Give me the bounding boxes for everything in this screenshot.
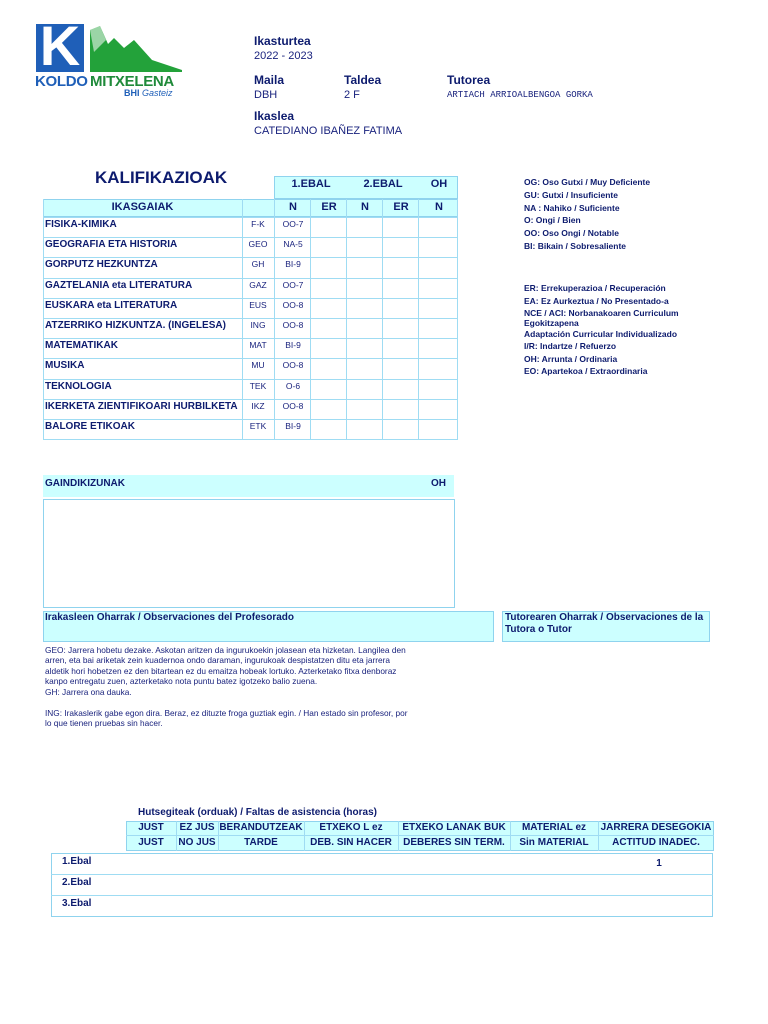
tutor-notes-title: Tutorearen Oharrak / Observaciones de la Tutora o Tutor: [505, 612, 704, 635]
table-gridline: [43, 237, 458, 238]
attendance-col-top: EZ JUS: [179, 822, 215, 833]
subject-code: GAZ: [249, 280, 267, 290]
subject-code: EUS: [249, 300, 267, 310]
table-gridline: [242, 199, 243, 439]
subject-code: F-K: [251, 219, 265, 229]
logo-word-koldo: KOLDO: [35, 73, 88, 90]
legend-code-item: Adaptación Curricular Individualizado: [524, 329, 678, 339]
table-gridline: [43, 217, 458, 218]
subject-code: TEK: [249, 381, 267, 391]
teachers-notes-title: Irakasleen Oharrak / Observaciones del Profesorado: [45, 612, 295, 623]
attendance-row-label: 1.Ebal: [62, 856, 92, 867]
maila-label: Maila: [254, 73, 285, 87]
observation-gh: GH: Jarrera ona dauka.: [45, 687, 132, 697]
table-gridline: [218, 821, 219, 851]
legend-item: BI: Bikain / Sobresaliente: [524, 241, 627, 251]
pending-box: [43, 499, 455, 608]
subject-grade: OO-8: [282, 401, 304, 411]
subject-name: ATZERRIKO HIZKUNTZA. (INGELESA): [45, 320, 226, 331]
oh-header: OH: [430, 178, 448, 190]
attendance-col-bottom: Sin MATERIAL: [519, 837, 589, 848]
maila-value: DBH: [254, 89, 278, 101]
legend-code-item: EO: Apartekoa / Extraordinaria: [524, 366, 648, 376]
subject-code: GEO: [248, 239, 268, 249]
subject-name: IKERKETA ZIENTIFIKOARI HURBILKETA: [45, 401, 238, 412]
school-logo: [34, 14, 184, 102]
table-gridline: [43, 318, 458, 319]
legend-item: OO: Oso Ongi / Notable: [524, 228, 619, 239]
table-gridline: [43, 338, 458, 339]
logo-letter: K: [39, 14, 81, 77]
table-gridline: [43, 199, 44, 439]
ikaslea-label: Ikaslea: [254, 109, 295, 123]
subject-name: GEOGRAFIA ETA HISTORIA: [45, 239, 178, 250]
attendance-col-top: JUST: [138, 822, 164, 833]
subject-code: MU: [251, 360, 265, 370]
table-gridline: [510, 821, 511, 851]
observation-ing: ING: Irakaslerik gabe egon dira. Beraz, ez dituzte froga guztiak egin. / Han estado sin profesor, por lo que tienen pruebas sin hacer.: [45, 708, 408, 729]
subject-name: BALORE ETIKOAK: [45, 421, 135, 432]
legend-code-item: EA: Ez Aurkeztua / No Presentado-a: [524, 296, 669, 306]
attendance-col-bottom: DEBERES SIN TERM.: [403, 837, 505, 848]
ikaslea-value: CATEDIANO IBAÑEZ FATIMA: [254, 125, 403, 137]
col-er-2: ER: [393, 201, 409, 213]
subject-name: GORPUTZ HEZKUNTZA: [45, 259, 158, 270]
col-n-2: N: [361, 201, 369, 213]
table-gridline: [43, 419, 458, 420]
ikasturtea-value: 2022 - 2023: [254, 50, 313, 62]
subject-code: ING: [250, 320, 266, 330]
table-gridline: [304, 821, 305, 851]
table-gridline: [43, 379, 458, 380]
table-gridline: [457, 199, 458, 439]
attendance-col-top: ETXEKO LANAK BUK: [402, 822, 506, 833]
col-er-1: ER: [321, 201, 337, 213]
attendance-jarrera-value: 1: [656, 858, 662, 869]
subject-grade: OO-8: [282, 320, 304, 330]
table-gridline: [310, 199, 311, 439]
eval2-header: 2.EBAL: [363, 178, 403, 190]
subject-name: EUSKARA eta LITERATURA: [45, 300, 178, 311]
subject-name: MUSIKA: [45, 360, 85, 371]
table-gridline: [43, 278, 458, 279]
subject-grade: OO-7: [282, 280, 304, 290]
subject-name: MATEMATIKAK: [45, 340, 118, 351]
legend-item: O: Ongi / Bien: [524, 215, 581, 226]
table-gridline: [346, 199, 347, 439]
table-gridline: [382, 199, 383, 439]
observation-geo: GEO: Jarrera hobetu dezake. Askotan aritzen da ingurukoekin jolasean eta hizketan. Langilea den arren, eta bai ariketak zein kuadernoa ondo daraman, ingurukoak despistatzen ditu eta jarrera aldetik hori hobetzen ez den bitartean ez du emaitza hobeak lortuko. Azterketako fitxa denboraz kanpo entregatu zuen, azterketako nota puntu batez igotzeko balio zuena.: [45, 645, 406, 687]
table-gridline: [418, 199, 419, 439]
logo-subtitle: [124, 88, 173, 98]
subject-code: ETK: [249, 421, 267, 431]
subject-code: IKZ: [251, 401, 265, 411]
subject-grade: OO-8: [282, 300, 304, 310]
legend-item: GU: Gutxi / Insuficiente: [524, 189, 618, 200]
attendance-col-bottom: ACTITUD INADEC.: [612, 837, 700, 848]
attendance-col-top: ETXEKO L ez: [319, 822, 383, 833]
attendance-col-bottom: TARDE: [244, 837, 278, 848]
subject-code: GH: [251, 259, 265, 269]
table-gridline: [398, 821, 399, 851]
eval1-header: 1.EBAL: [291, 178, 331, 190]
subject-name: GAZTELANIA eta LITERATURA: [45, 280, 193, 291]
logo-gasteiz: Gasteiz: [142, 88, 173, 98]
legend-code-item: I/R: Indartze / Refuerzo: [524, 341, 617, 351]
grades-title: KALIFIKAZIOAK: [95, 168, 228, 187]
subject-grade: OO-7: [282, 219, 304, 229]
table-gridline: [43, 399, 458, 400]
logo-word-mitxelena: MITXELENA: [90, 73, 174, 90]
pending-oh: OH: [431, 478, 446, 489]
legend-item: OG: Oso Gutxi / Muy Deficiente: [524, 177, 651, 187]
table-gridline: [51, 874, 713, 875]
subjects-header: IKASGAIAK: [111, 201, 174, 213]
table-gridline: [598, 821, 599, 851]
legend-code-item: OH: Arrunta / Ordinaria: [524, 354, 618, 364]
table-gridline: [43, 298, 458, 299]
legend-item: NA : Nahiko / Suficiente: [524, 202, 620, 213]
table-gridline: [43, 439, 458, 440]
attendance-col-bottom: DEB. SIN HACER: [310, 837, 392, 848]
attendance-col-top: MATERIAL ez: [521, 822, 587, 833]
subject-grade: BI-9: [285, 340, 301, 350]
subject-name: TEKNOLOGIA: [45, 381, 112, 392]
table-gridline: [43, 358, 458, 359]
attendance-col-bottom: NO JUS: [178, 837, 216, 848]
attendance-row-label: 3.Ebal: [62, 898, 92, 909]
table-gridline: [176, 821, 177, 851]
attendance-row-label: 2.Ebal: [62, 877, 92, 888]
subject-code: MAT: [249, 340, 267, 350]
subject-grade: OO-8: [282, 360, 304, 370]
attendance-table: [51, 853, 713, 917]
table-gridline: [126, 835, 714, 836]
taldea-value: 2 F: [344, 89, 360, 101]
subject-grade: NA-5: [283, 239, 303, 249]
tutorea-value: ARTIACH ARRIOALBENGOA GORKA: [447, 90, 593, 100]
table-gridline: [51, 895, 713, 896]
attendance-col-bottom: JUST: [138, 837, 164, 848]
taldea-label: Taldea: [344, 73, 382, 87]
col-n-1: N: [289, 201, 297, 213]
subject-name: FISIKA-KIMIKA: [45, 219, 117, 230]
attendance-title: Hutsegiteak (orduak) / Faltas de asistencia (horas): [138, 807, 377, 818]
subject-grade: BI-9: [285, 421, 301, 431]
table-gridline: [274, 199, 275, 439]
logo-bhi: BHI: [124, 88, 140, 98]
ikasturtea-label: Ikasturtea: [254, 34, 311, 48]
legend-code-item: ER: Errekuperazioa / Recuperación: [524, 283, 666, 293]
table-gridline: [43, 257, 458, 258]
legend-code-item: NCE / ACI: Norbanakoaren Curriculum Egokitzapena: [524, 308, 679, 328]
subject-grade: BI-9: [285, 259, 301, 269]
tutorea-label: Tutorea: [447, 73, 491, 87]
attendance-col-top: JARRERA DESEGOKIA: [600, 822, 712, 833]
subject-grade: O-6: [285, 381, 301, 391]
pending-label: GAINDIKIZUNAK: [45, 478, 125, 489]
attendance-col-top: BERANDUTZEAK: [219, 822, 303, 833]
col-n-oh: N: [435, 201, 443, 213]
